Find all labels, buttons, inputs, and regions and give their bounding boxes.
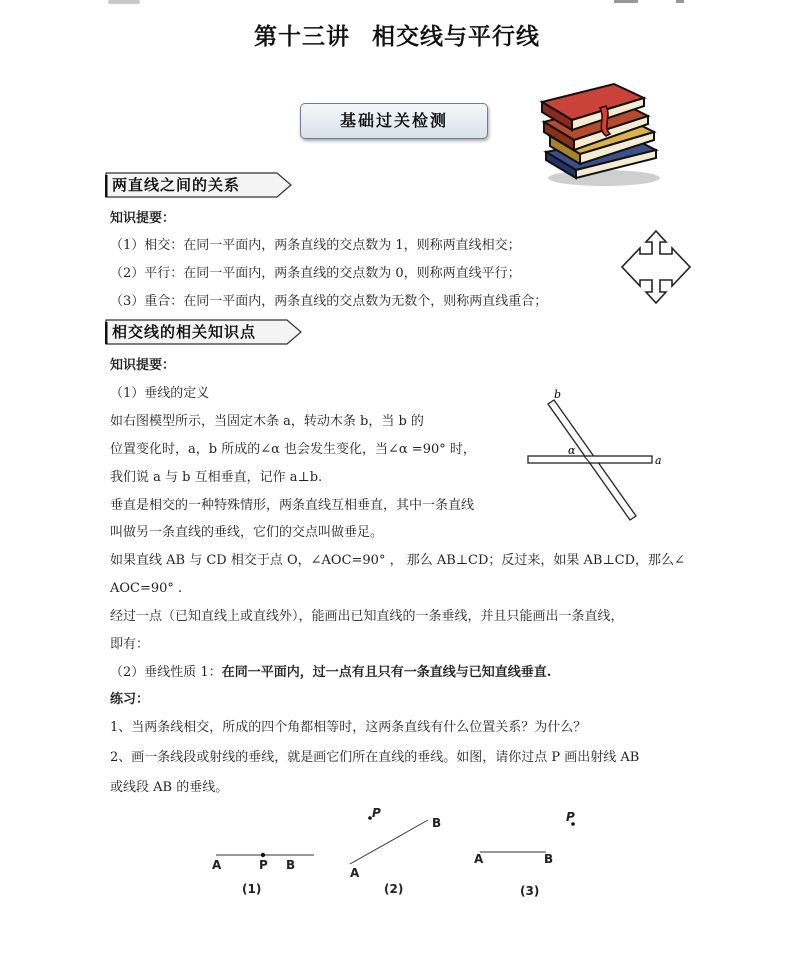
text-line: 经过一点（已知直线上或直线外），能画出已知直线的一条垂线，并且只能画出一条直线，: [110, 609, 624, 624]
knowledge-summary-label: 知识提要：: [110, 211, 176, 226]
perpendicular-property-line: [110, 664, 551, 682]
section-heading-text: 两直线之间的关系: [112, 176, 241, 194]
text-line: 叫做另一条直线的垂线，它们的交点叫做垂足。: [110, 525, 384, 540]
section-heading-line-relations: [105, 172, 295, 198]
point-b-label: B: [432, 816, 442, 830]
point-b-label: B: [544, 852, 554, 866]
figure-number: (2): [384, 882, 404, 896]
knowledge-summary-label: 知识提要：: [110, 358, 176, 373]
label-alpha: α: [568, 444, 576, 457]
title-topic: 相交线与平行线: [372, 24, 540, 50]
point-p-label: P: [259, 858, 268, 872]
point-a-label: A: [474, 852, 484, 866]
basic-check-label-box: 基础过关检测: [300, 103, 488, 139]
top-edge-mark: [676, 0, 684, 3]
wooden-strips-model-figure: [520, 388, 695, 523]
point-p-label: P: [566, 810, 575, 824]
books-illustration: [536, 78, 666, 188]
top-edge-mark: [614, 0, 638, 3]
text-line: 我们说 a 与 b 互相垂直，记作 a⊥b.: [110, 470, 323, 485]
point-b-label: B: [286, 858, 296, 872]
relation-parallel-item: （2）平行：在同一平面内，两条直线的交点数为 0，则称两直线平行；: [110, 266, 521, 281]
four-direction-arrows-icon: [620, 230, 692, 304]
relation-coincide-item: （3）重合：在同一平面内，两条直线的交点数为无数个，则称两直线重合；: [110, 294, 548, 309]
point-p-label: P: [372, 806, 381, 820]
label-b: b: [554, 388, 562, 401]
text-line: 垂直是相交的一种特殊情形，两条直线互相垂直，其中一条直线: [110, 498, 475, 513]
exercise-figure-3: [470, 808, 590, 900]
property-statement: 在同一平面内，过一点有且只有一条直线与已知直线垂直.: [221, 665, 552, 680]
figure-number: (1): [242, 882, 262, 896]
text-line: 如右图模型所示，当固定木条 a，转动木条 b，当 b 的: [110, 414, 424, 429]
title-lecture-number: 第十三讲: [254, 24, 350, 50]
section-heading-intersecting-lines: [105, 319, 305, 345]
relation-intersect-item: （1）相交：在同一平面内，两条直线的交点数为 1，则称两直线相交；: [110, 238, 521, 253]
text-line: 即有：: [110, 637, 150, 652]
section-heading-text: 相交线的相关知识点: [112, 323, 257, 341]
text-line: 如果直线 AB 与 CD 相交于点 O，∠AOC=90° ， 那么 AB⊥CD；反过来，如果 AB⊥CD，那么∠: [110, 553, 685, 568]
point-a-label: A: [212, 858, 222, 872]
point-a-label: A: [350, 866, 360, 880]
label-a: a: [655, 454, 662, 467]
exercise-label: 练习：: [110, 692, 150, 707]
text-line: 位置变化时，a，b 所成的∠α 也会发生变化，当∠α =90° 时，: [110, 442, 476, 457]
page-title: [0, 18, 794, 51]
exercise-question-2-line-1: 2、画一条线段或射线的垂线，就是画它们所在直线的垂线。如图，请你过点 P 画出射线 AB: [110, 750, 640, 765]
top-edge-mark: [108, 0, 140, 4]
property-prefix: （2）垂线性质 1：: [110, 665, 222, 680]
exercise-figure-1: [208, 840, 328, 900]
exercise-figure-2: [340, 804, 460, 900]
figure-1-line: [208, 840, 328, 880]
text-line: AOC=90° .: [110, 581, 183, 596]
figure-number: (3): [520, 884, 540, 898]
exercise-question-2-line-2: 或线段 AB 的垂线。: [110, 780, 229, 795]
perpendicular-definition-heading: （1）垂线的定义: [110, 386, 210, 401]
exercise-question-1: 1、当两条线相交，所成的四个角都相等时，这两条直线有什么位置关系？为什么？: [110, 720, 587, 735]
